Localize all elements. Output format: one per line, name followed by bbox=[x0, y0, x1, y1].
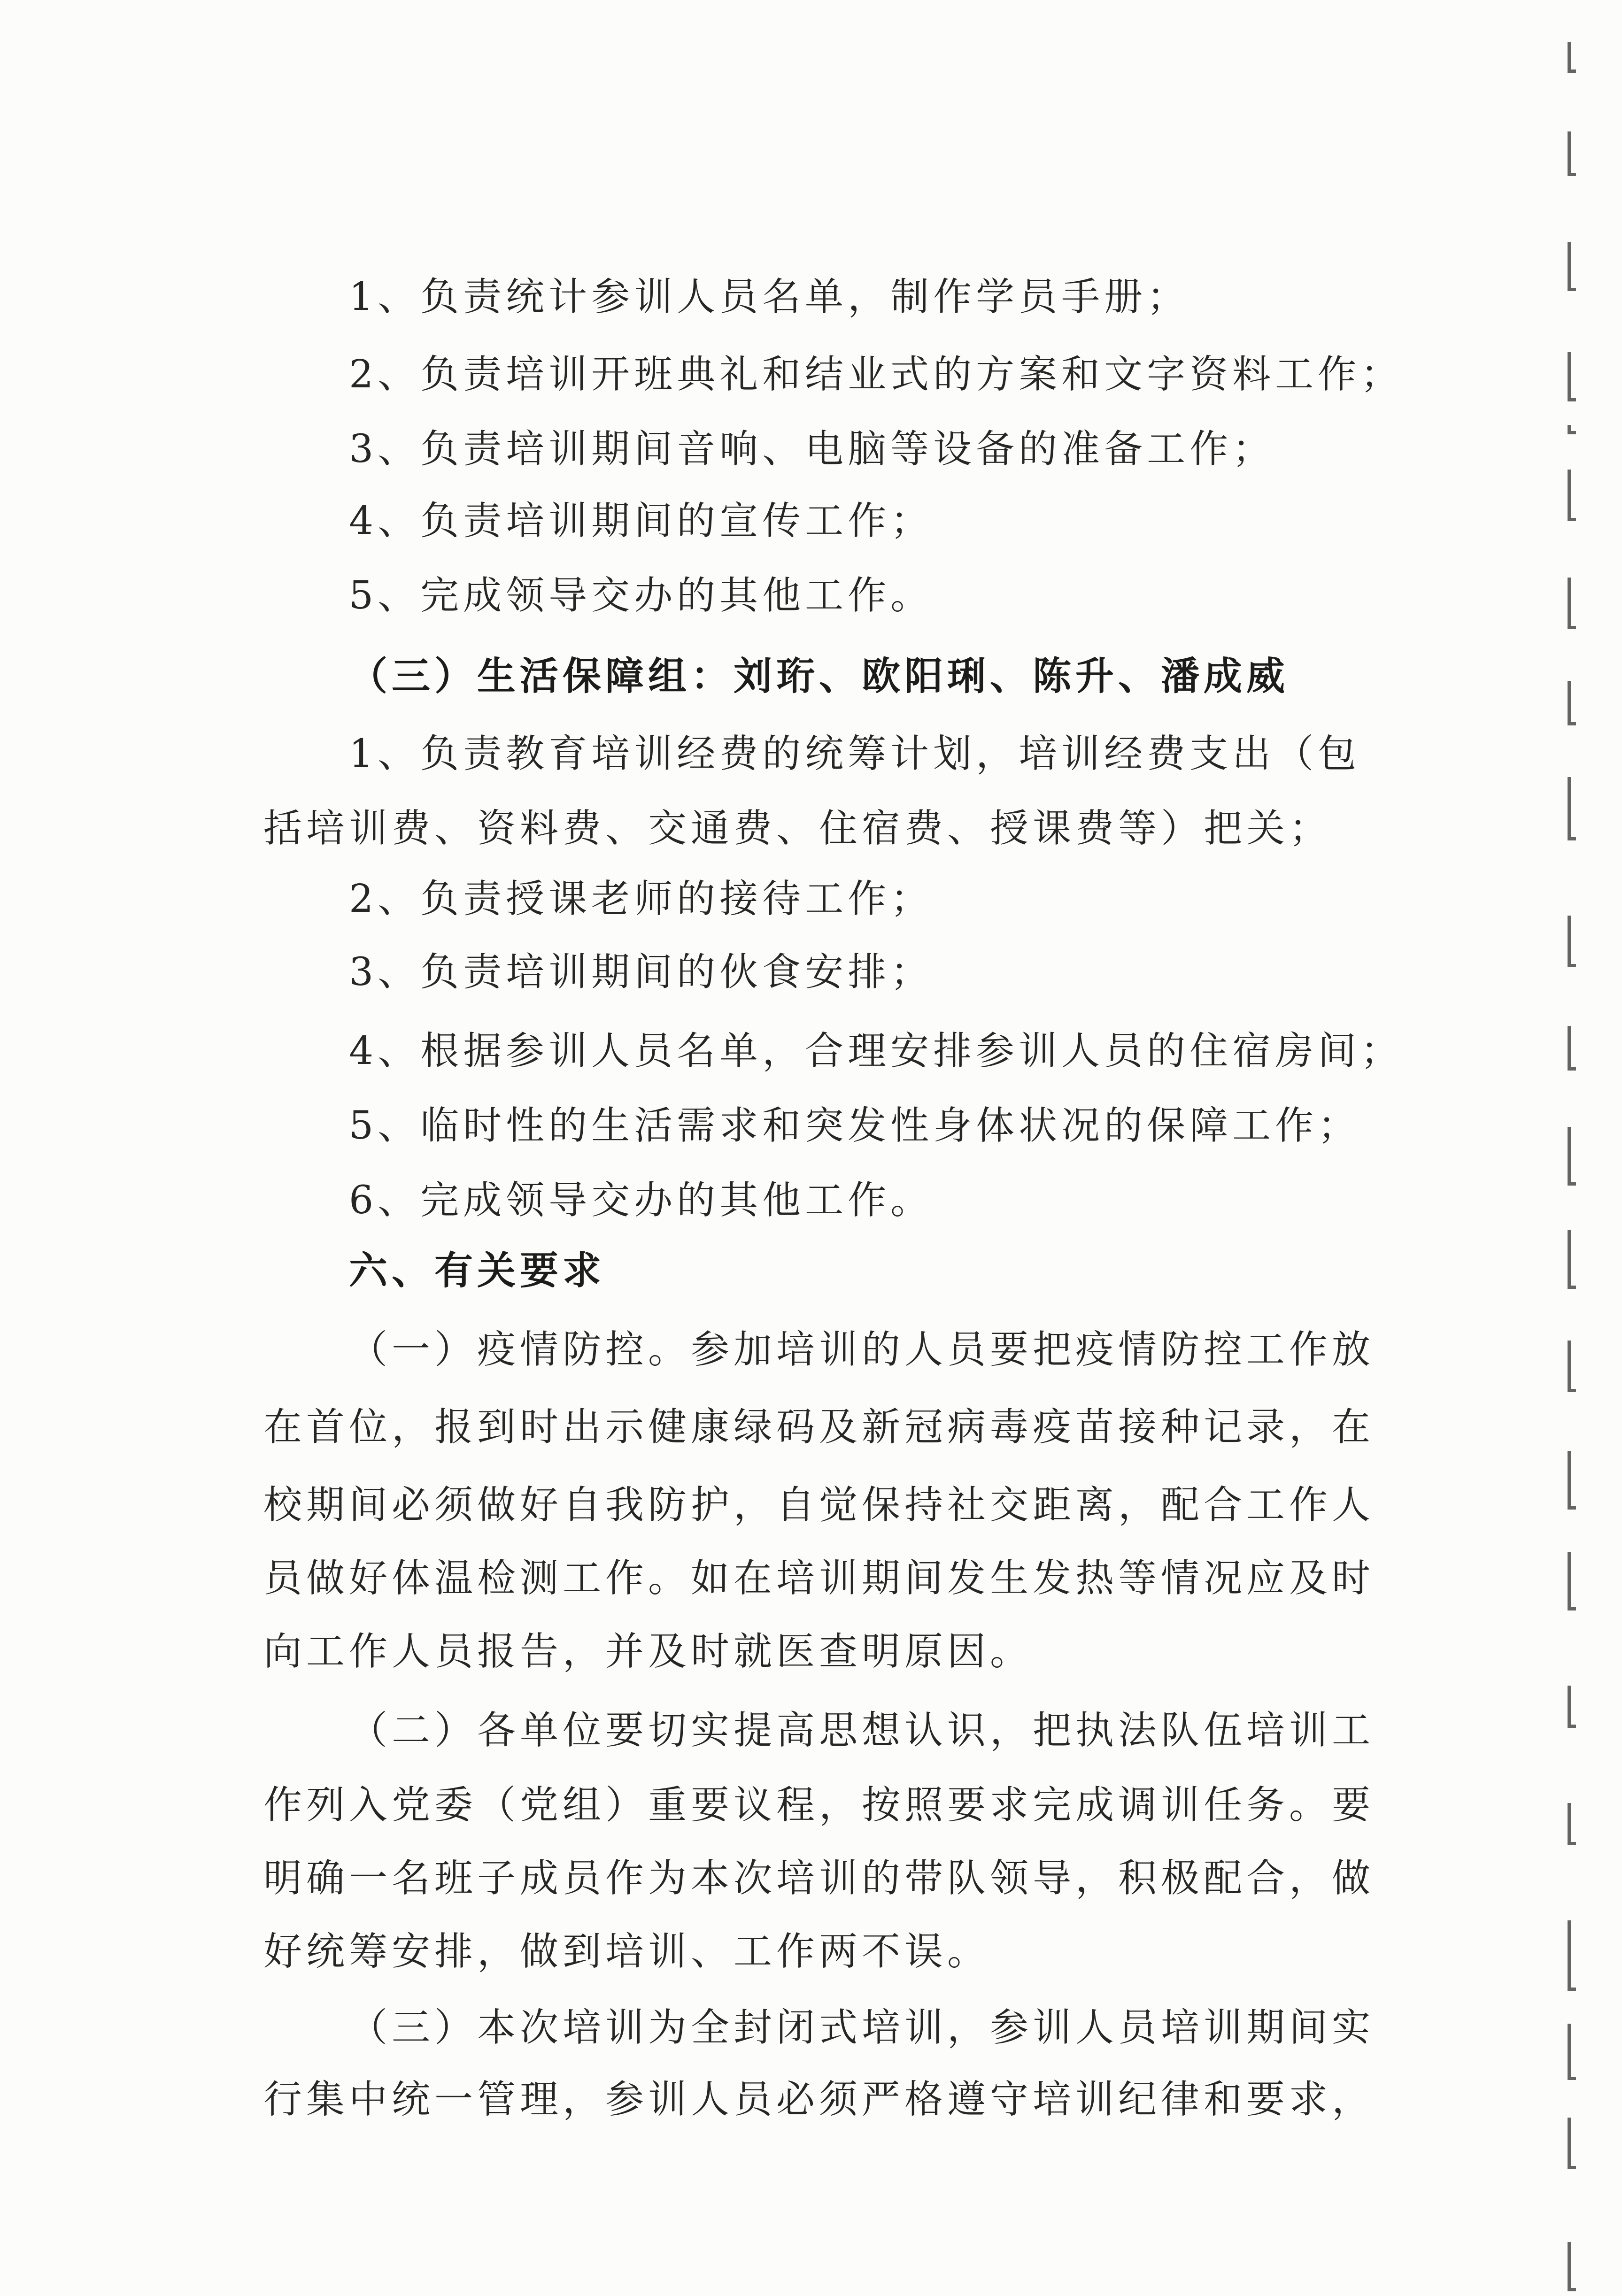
binding-mark bbox=[1568, 1686, 1576, 1728]
binding-mark bbox=[1568, 1127, 1576, 1186]
binding-mark bbox=[1568, 352, 1576, 401]
paragraph-line: 员做好体温检测工作。如在培训期间发生发热等情况应及时 bbox=[263, 1556, 1375, 1601]
binding-mark bbox=[1568, 42, 1576, 73]
duty-item: 3、负责培训期间音响、电脑等设备的准备工作； bbox=[349, 427, 1275, 471]
paragraph-line: 作列入党委（党组）重要议程，按照要求完成调训任务。要 bbox=[263, 1783, 1375, 1827]
binding-mark bbox=[1568, 777, 1576, 840]
binding-mark bbox=[1568, 1451, 1576, 1510]
binding-mark bbox=[1568, 2242, 1576, 2291]
duty-item: 5、临时性的生活需求和突发性身体状况的保障工作； bbox=[349, 1103, 1361, 1148]
binding-mark bbox=[1568, 578, 1576, 629]
binding-mark bbox=[1568, 1341, 1576, 1392]
binding-mark bbox=[1568, 681, 1576, 725]
paragraph-line: 明确一名班子成员作为本次培训的带队领导，积极配合，做 bbox=[263, 1856, 1375, 1901]
paragraph-line: 校期间必须做好自我防护，自觉保持社交距离，配合工作人 bbox=[263, 1483, 1375, 1527]
binding-mark bbox=[1568, 2118, 1576, 2169]
duty-item: 5、完成领导交办的其他工作。 bbox=[349, 573, 934, 618]
binding-mark bbox=[1568, 1920, 1576, 1991]
requirements-heading: 六、有关要求 bbox=[349, 1248, 606, 1293]
binding-mark bbox=[1568, 916, 1576, 967]
binding-mark bbox=[1568, 470, 1576, 521]
duty-item: 4、负责培训期间的宣传工作； bbox=[349, 499, 934, 543]
duty-item: 2、负责培训开班典礼和结业式的方案和文字资料工作； bbox=[349, 352, 1404, 397]
paragraph-line: （三）本次培训为全封闭式培训，参训人员培训期间实 bbox=[349, 2005, 1375, 2050]
paragraph-line: 好统筹安排，做到培训、工作两不误。 bbox=[263, 1929, 990, 1974]
paragraph-line: （二）各单位要切实提高思想认识，把执法队伍培训工 bbox=[349, 1708, 1375, 1753]
duty-item: 2、负责授课老师的接待工作； bbox=[349, 877, 934, 921]
paragraph-line: 行集中统一管理，参训人员必须严格遵守培训纪律和要求， bbox=[263, 2077, 1375, 2122]
binding-mark bbox=[1568, 131, 1576, 176]
binding-mark bbox=[1568, 1230, 1576, 1289]
paragraph-line: （一）疫情防控。参加培训的人员要把疫情防控工作放 bbox=[349, 1327, 1375, 1372]
binding-mark bbox=[1568, 1803, 1576, 1845]
duty-item: 3、负责培训期间的伙食安排； bbox=[349, 950, 934, 994]
binding-mark bbox=[1568, 2024, 1576, 2080]
life-support-group-heading: （三）生活保障组：刘珩、欧阳琍、陈升、潘成威 bbox=[349, 654, 1290, 699]
binding-mark bbox=[1568, 425, 1576, 434]
duty-item: 1、负责统计参训人员名单，制作学员手册； bbox=[349, 275, 1190, 319]
duty-item: 6、完成领导交办的其他工作。 bbox=[349, 1178, 934, 1223]
binding-mark bbox=[1568, 1552, 1576, 1610]
paragraph-line: 向工作人员报告，并及时就医查明原因。 bbox=[263, 1629, 1033, 1674]
binding-mark bbox=[1568, 242, 1576, 291]
duty-item: 4、根据参训人员名单，合理安排参训人员的住宿房间； bbox=[349, 1029, 1404, 1073]
binding-mark bbox=[1568, 1026, 1576, 1071]
duty-item-continuation: 括培训费、资料费、交通费、住宿费、授课费等）把关； bbox=[263, 806, 1332, 851]
duty-item: 1、负责教育培训经费的统筹计划，培训经费支出（包 bbox=[349, 732, 1361, 776]
paragraph-line: 在首位，报到时出示健康绿码及新冠病毒疫苗接种记录，在 bbox=[263, 1405, 1375, 1449]
